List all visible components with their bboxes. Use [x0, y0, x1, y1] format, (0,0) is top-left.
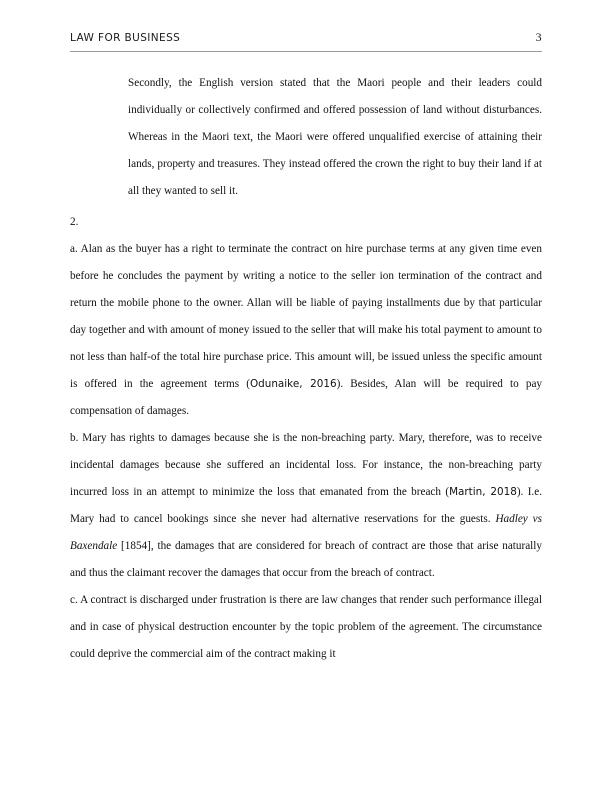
paragraph-item-c: c. A contract is discharged under frustration is there are law changes that render such performance illegal and in case of physical destruction encounter by the topic problem of the agreement. The circumstance could deprive the commercial aim of the contract making it: [70, 594, 542, 660]
document-body: [70, 70, 542, 668]
paragraph-item-a: [70, 236, 542, 425]
item-b-text-part2: ). I.e. Mary had to cancel bookings since she never had alternative reservations for the guests.: [70, 486, 542, 525]
paragraph-item-b: [70, 425, 542, 587]
item-b-case-name: Hadley vs Baxendale: [70, 513, 542, 552]
page-header: [70, 30, 542, 51]
header-divider: [70, 51, 542, 52]
item-b-citation: Martin, 2018: [449, 486, 517, 498]
item-a-citation: Odunaike, 2016: [249, 378, 337, 390]
item-b-text-part3: [1854], the damages that are considered for breach of contract are those that arise naturally and thus the claimant recover the damages that occur from the breach of contract.: [70, 540, 542, 579]
header-title: LAW FOR BUSINESS: [70, 32, 181, 44]
item-b-text-part1: b. Mary has rights to damages because she is the non-breaching party. Mary, therefore, was to receive incidental damages because she suffered an incidental loss. For instance, the non-breaching party incurred loss in an attempt to minimize the loss that emanated from the breach (: [70, 432, 542, 498]
item-a-text-part1: a. Alan as the buyer has a right to terminate the contract on hire purchase terms at any given time even before he concludes the payment by writing a notice to the seller ion termination of the contract and return the mobile phone to the owner. Allan will be liable of paying installments due by that particular day together and with amount of money issued to the seller that will make his total payment to amount to not less than half-of the total hire purchase price. This amount will, be issued unless the specific amount is offered in the agreement terms (: [70, 243, 542, 390]
paragraph-indent-secondly: Secondly, the English version stated that the Maori people and their leaders could individually or collectively confirmed and offered possession of land without disturbances. Whereas in the Maori text, the Maori were offered unqualified exercise of attaining their lands, property and treasures. They instead offered the crown the right to buy their land if at all they wanted to sell it.: [128, 77, 542, 197]
header-page-number: 3: [535, 30, 542, 44]
item-a-text-part2: ). Besides, Alan will be required to pay compensation of damages.: [70, 378, 542, 417]
section-number: 2.: [70, 216, 79, 228]
